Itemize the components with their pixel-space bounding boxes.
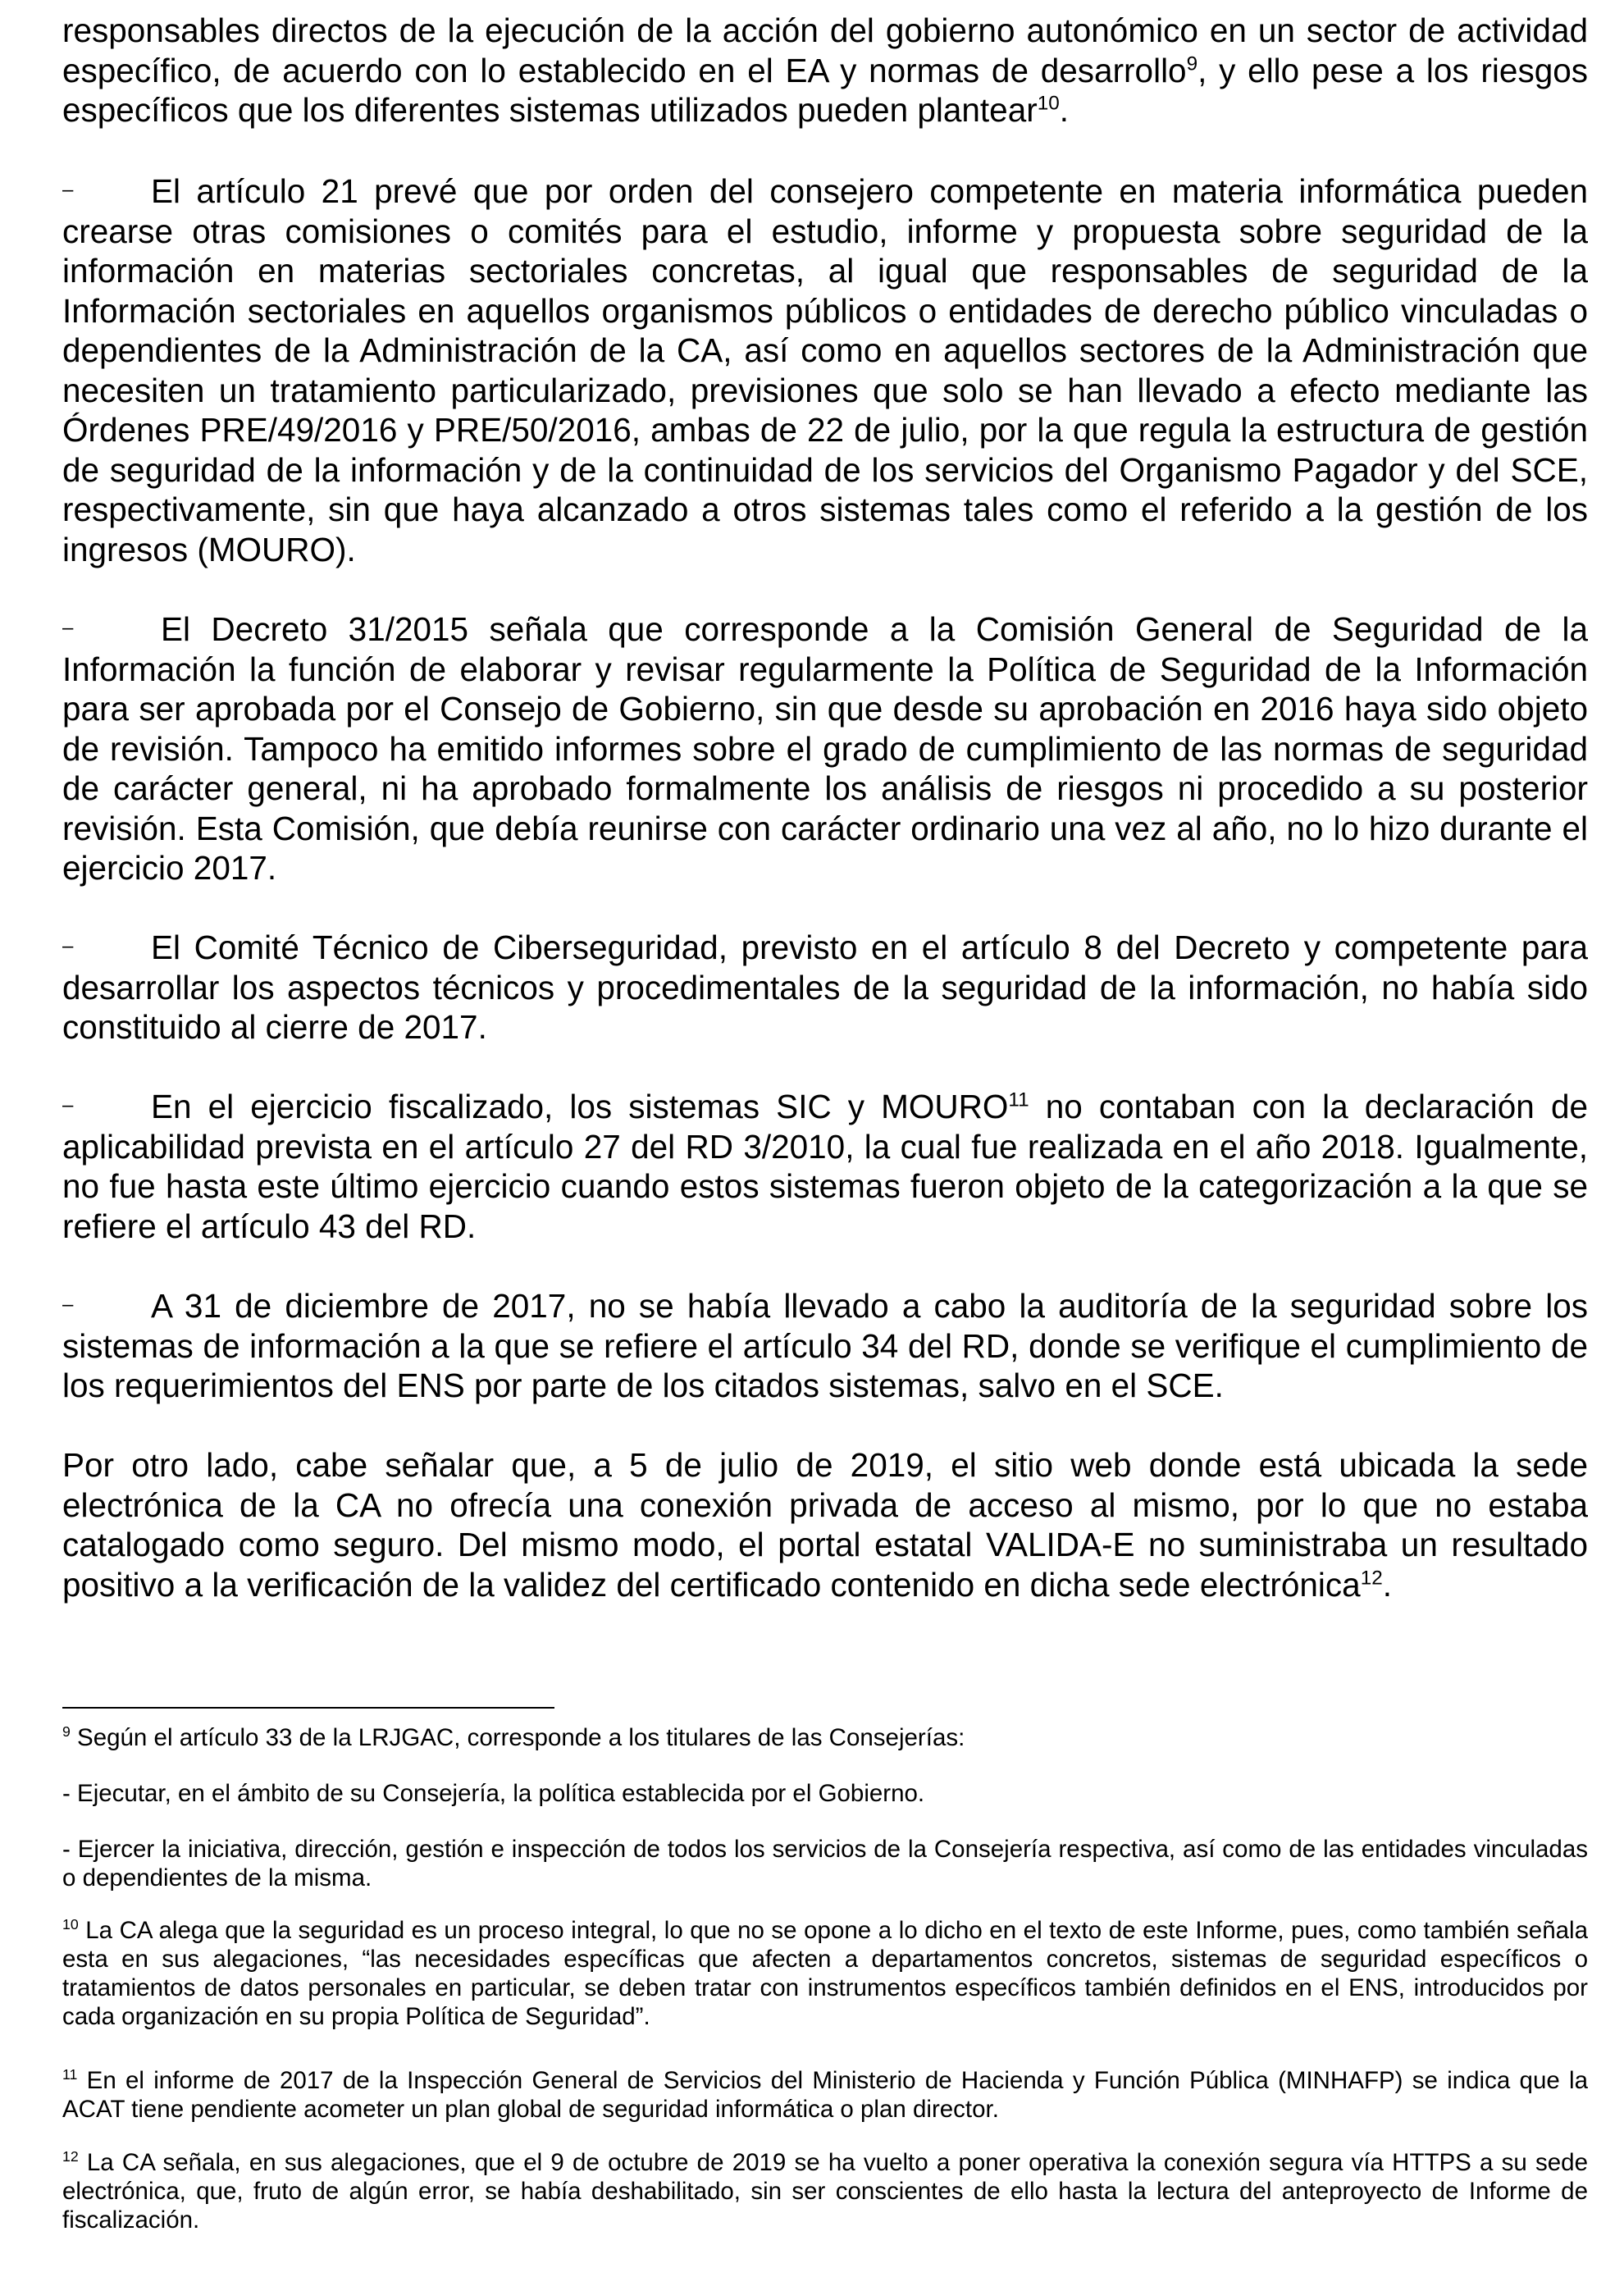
footnote-number: 11	[62, 2066, 78, 2083]
footnote-text: - Ejecutar, en el ámbito de su Consejería, la política establecida por el Gobierno.	[62, 1780, 925, 1807]
footnote-text: En el informe de 2017 de la Inspección General de Servicios del Ministerio de Hacienda y Función Pública (MINHAFP) se indica que la ACAT tiene pendiente acometer un plan global de seguridad informática o plan director.	[62, 2067, 1588, 2123]
footnote-9-item	[62, 1779, 1588, 1808]
paragraph-text: responsables directos de la ejecución de la acción del gobierno autonómico en un sector de actividad específico, de acuerdo con lo establecido en el EA y normas de desarrollo	[62, 11, 1588, 89]
bullet-dash: –	[62, 1294, 74, 1316]
bullet-dash: –	[62, 1094, 74, 1116]
bullet-text: El Comité Técnico de Ciberseguridad, previsto en el artículo 8 del Decreto y competente para desarrollar los aspectos técnicos y procedimentales de la seguridad de la información, no había sido constituido al cierre de 2017.	[62, 929, 1588, 1046]
footnote-ref-10[interactable]: 10	[1037, 92, 1060, 115]
footnote-text: La CA señala, en sus alegaciones, que el 9 de octubre de 2019 se ha vuelto a poner operativa la conexión segura vía HTTPS a su sede electrónica, que, fruto de algún error, se había deshabilitado, sin ser conscientes de ello hasta la lectura del anteproyecto de Informe de fiscalización.	[62, 2149, 1588, 2234]
bullet-auditoria	[62, 1285, 1588, 1406]
footnote-separator	[62, 1707, 554, 1709]
footnote-11	[62, 2066, 1588, 2124]
footnote-ref-12[interactable]: 12	[1360, 1567, 1383, 1589]
paragraph-text: .	[1059, 91, 1069, 129]
footnote-ref-9[interactable]: 9	[1186, 52, 1198, 75]
footnote-9	[62, 1723, 1588, 1752]
bullet-dash: –	[62, 935, 74, 957]
bullet-text: no contaban con la declaración de aplicabilidad prevista en el artículo 27 del RD 3/2010, la cual fue realizada en el año 2018. Igualmente, no fue hasta este último ejercicio cuando estos sistemas fueron objeto de la categorización a la que se refiere el artículo 43 del RD.	[62, 1088, 1588, 1245]
footnote-text: La CA alega que la seguridad es un proceso integral, lo que no se opone a lo dicho en el texto de este Informe, pues, como también señala esta en sus alegaciones, “las necesidades específicas que afecten a departamentos concretos, sistemas de seguridad específicos o tratamientos de datos personales en particular, se deben tratar con instrumentos específicos también definidos en el ENS, introducidos por cada organización en su propia Política de Seguridad”.	[62, 1917, 1588, 2030]
bullet-comite-tecnico	[62, 927, 1588, 1047]
paragraph-text: Por otro lado, cabe señalar que, a 5 de julio de 2019, el sitio web donde está ubicada la sede electrónica de la CA no ofrecía una conexión privada de acceso al mismo, por lo que no estaba catalogado como seguro. Del mismo modo, el portal estatal VALIDA-E no suministraba un resultado positivo a la verificación de la validez del certificado contenido en dicha sede electrónica	[62, 1446, 1588, 1604]
bullet-text: El Decreto 31/2015 señala que corresponde a la Comisión General de Seguridad de la Información la función de elaborar y revisar regularmente la Política de Seguridad de la Información para ser aprobada por el Consejo de Gobierno, sin que desde su aprobación en 2016 haya sido objeto de revisión. Tampoco ha emitido informes sobre el grado de cumplimiento de las normas de seguridad de carácter general, ni ha aprobado formalmente los análisis de riesgos ni procedido a su posterior revisión. Esta Comisión, que debía reunirse con carácter ordinario una vez al año, no lo hizo durante el ejercicio 2017.	[62, 610, 1588, 887]
bullet-text: El artículo 21 prevé que por orden del consejero competente en materia informática pueden crearse otras comisiones o comités para el estudio, informe y propuesta sobre seguridad de la información en materias sectoriales concretas, al igual que responsables de seguridad de la Información sectoriales en aquellos organismos públicos o entidades de derecho público vinculadas o dependientes de la Administración de la CA, así como en aquellos sectores de la Administración que necesiten un tratamiento particularizado, previsiones que solo se han llevado a efecto mediante las Órdenes PRE/49/2016 y PRE/50/2016, ambas de 22 de julio, por la que regula la estructura de gestión de seguridad de la información y de la continuidad de los servicios del Organismo Pagador y del SCE, respectivamente, sin que haya alcanzado a otros sistemas tales como el referido a la gestión de los ingresos (MOURO).	[62, 172, 1588, 568]
bullet-article-21	[62, 171, 1588, 569]
bullet-decreto-31-2015	[62, 609, 1588, 888]
bullet-text: En el ejercicio fiscalizado, los sistemas SIC y MOURO	[151, 1088, 1009, 1125]
footnote-ref-11[interactable]: 11	[1008, 1088, 1029, 1111]
footnote-text: Según el artículo 33 de la LRJGAC, corresponde a los titulares de las Consejerías:	[70, 1724, 965, 1751]
paragraph-text: .	[1382, 1565, 1392, 1604]
paragraph-text: , y ello pese a los riesgos específicos que los diferentes sistemas utilizados pueden plantear	[62, 51, 1588, 129]
footnote-number: 12	[62, 2148, 79, 2165]
paragraph-sede-electronica	[62, 1445, 1588, 1604]
paragraph-continuation	[62, 11, 1588, 130]
bullet-text: A 31 de diciembre de 2017, no se había llevado a cabo la auditoría de la seguridad sobre los sistemas de información a la que se refiere el artículo 34 del RD, donde se verifique el cumplimiento de los requerimientos del ENS por parte de los citados sistemas, salvo en el SCE.	[62, 1287, 1588, 1404]
bullet-dash: –	[62, 617, 74, 639]
bullet-ejercicio-fiscalizado	[62, 1086, 1588, 1246]
footnote-9-item	[62, 1835, 1588, 1892]
footnote-number: 10	[62, 1916, 79, 1933]
bullet-dash: –	[62, 179, 74, 201]
footnote-text: - Ejercer la iniciativa, dirección, gestión e inspección de todos los servicios de la Consejería respectiva, así como de las entidades vinculadas o dependientes de la misma.	[62, 1836, 1588, 1891]
footnote-number: 9	[62, 1723, 71, 1741]
footnote-10	[62, 1916, 1588, 2031]
footnote-12	[62, 2148, 1588, 2234]
